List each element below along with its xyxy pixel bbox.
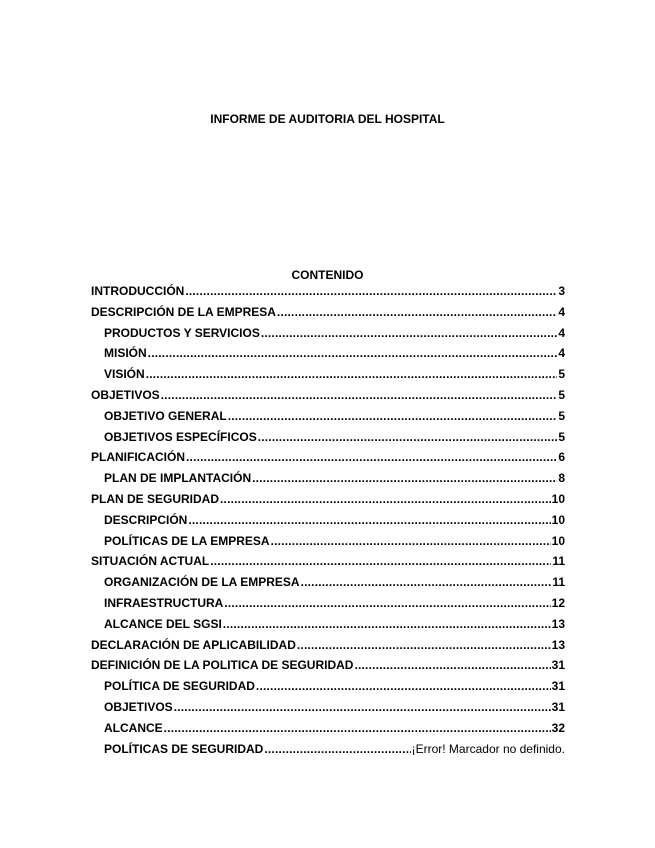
toc-entry-label: VISIÓN — [104, 367, 145, 382]
toc-entry-page: 10 — [551, 491, 565, 506]
toc-entry-page: 4 — [558, 325, 565, 340]
toc-entry[interactable] — [91, 471, 565, 492]
toc-entry-label: OBJETIVO GENERAL — [104, 408, 227, 423]
toc-entry-page: 6 — [558, 450, 565, 465]
toc-dot-leader — [301, 575, 552, 589]
toc-entry-page: 31 — [551, 658, 565, 673]
toc-dot-leader — [354, 658, 550, 672]
toc-entry[interactable] — [91, 721, 565, 742]
toc-entry-label: OBJETIVOS — [91, 387, 160, 402]
toc-entry-label: SITUACIÓN ACTUAL — [91, 554, 210, 569]
toc-entry-label: DESCRIPCIÓN DE LA EMPRESA — [91, 304, 276, 319]
toc-entry-page: 11 — [552, 575, 565, 590]
toc-entry-label: POLÍTICAS DE SEGURIDAD — [104, 741, 264, 756]
toc-entry-label: OBJETIVOS — [104, 699, 173, 714]
toc-dot-leader — [256, 679, 551, 693]
toc-dot-leader — [161, 388, 558, 402]
toc-entry[interactable] — [91, 284, 565, 305]
toc-dot-leader — [174, 700, 551, 714]
toc-dot-leader — [271, 534, 551, 548]
table-of-contents — [91, 284, 565, 762]
toc-entry-page: 10 — [551, 512, 565, 527]
toc-dot-leader — [258, 430, 558, 444]
toc-entry[interactable] — [91, 658, 565, 679]
toc-dot-leader — [185, 284, 557, 298]
toc-entry-label: PLAN DE SEGURIDAD — [91, 491, 220, 506]
toc-dot-leader — [188, 513, 550, 527]
toc-entry-page: ¡Error! Marcador no definido. — [411, 741, 565, 756]
toc-dot-leader — [297, 638, 551, 652]
toc-entry[interactable] — [91, 554, 565, 575]
toc-dot-leader — [210, 554, 551, 568]
toc-entry[interactable] — [91, 367, 565, 388]
toc-entry-page: 5 — [558, 429, 565, 444]
toc-entry-label: DECLARACIÓN DE APLICABILIDAD — [91, 637, 296, 652]
toc-entry[interactable] — [91, 346, 565, 367]
toc-entry[interactable] — [91, 305, 565, 326]
toc-entry-label: POLÍTICA DE SEGURIDAD — [104, 679, 255, 694]
toc-entry-label: OBJETIVOS ESPECÍFICOS — [104, 429, 257, 444]
document-title: INFORME DE AUDITORIA DEL HOSPITAL — [210, 112, 445, 126]
toc-dot-leader — [228, 409, 558, 423]
toc-dot-leader — [261, 326, 557, 340]
toc-dot-leader — [277, 305, 557, 319]
toc-entry[interactable] — [91, 534, 565, 555]
toc-dot-leader — [148, 346, 558, 360]
toc-entry[interactable] — [91, 742, 565, 763]
toc-entry-label: DESCRIPCIÓN — [104, 512, 188, 527]
toc-entry[interactable] — [91, 388, 565, 409]
toc-heading: CONTENIDO — [291, 268, 364, 282]
toc-entry-page: 8 — [558, 471, 565, 486]
toc-entry-page: 11 — [552, 554, 565, 569]
toc-entry-label: POLÍTICAS DE LA EMPRESA — [104, 533, 270, 548]
toc-entry-page: 4 — [558, 304, 565, 319]
toc-entry-label: PRODUCTOS Y SERVICIOS — [104, 325, 260, 340]
toc-entry[interactable] — [91, 638, 565, 659]
toc-entry-label: ORGANIZACIÓN DE LA EMPRESA — [104, 575, 300, 590]
toc-entry-page: 4 — [558, 346, 565, 361]
toc-entry-page: 3 — [558, 284, 565, 298]
toc-entry-page: 31 — [551, 679, 565, 694]
toc-entry-page: 5 — [558, 367, 565, 382]
toc-entry-label: DEFINICIÓN DE LA POLITICA DE SEGURIDAD — [91, 658, 354, 673]
toc-dot-leader — [264, 742, 410, 756]
toc-entry[interactable] — [91, 679, 565, 700]
toc-entry-page: 13 — [551, 637, 565, 652]
toc-entry-label: PLAN DE IMPLANTACIÓN — [104, 471, 252, 486]
toc-entry-label: INFRAESTRUCTURA — [104, 595, 224, 610]
toc-entry-page: 31 — [551, 699, 565, 714]
toc-entry-page: 13 — [551, 616, 565, 631]
toc-entry[interactable] — [91, 617, 565, 638]
toc-entry[interactable] — [91, 513, 565, 534]
toc-entry[interactable] — [91, 430, 565, 451]
toc-entry-label: MISIÓN — [104, 346, 147, 361]
toc-entry[interactable] — [91, 326, 565, 347]
toc-entry-label: ALCANCE DEL SGSI — [104, 616, 222, 631]
toc-entry-page: 5 — [558, 408, 565, 423]
toc-entry-label: ALCANCE — [104, 720, 163, 735]
toc-entry[interactable] — [91, 596, 565, 617]
toc-entry-page: 32 — [551, 720, 565, 735]
toc-entry[interactable] — [91, 450, 565, 471]
toc-dot-leader — [252, 471, 557, 485]
toc-dot-leader — [224, 596, 550, 610]
toc-entry[interactable] — [91, 409, 565, 430]
toc-entry[interactable] — [91, 575, 565, 596]
toc-dot-leader — [223, 617, 551, 631]
toc-entry-page: 5 — [558, 387, 565, 402]
toc-entry-page: 12 — [551, 595, 565, 610]
toc-dot-leader — [186, 450, 557, 464]
toc-entry[interactable] — [91, 700, 565, 721]
toc-entry-page: 10 — [551, 533, 565, 548]
toc-entry-label: PLANIFICACIÓN — [91, 450, 185, 465]
toc-dot-leader — [220, 492, 551, 506]
toc-entry[interactable] — [91, 492, 565, 513]
toc-dot-leader — [146, 367, 558, 381]
toc-entry-label: INTRODUCCIÓN — [91, 284, 185, 298]
toc-dot-leader — [164, 721, 551, 735]
